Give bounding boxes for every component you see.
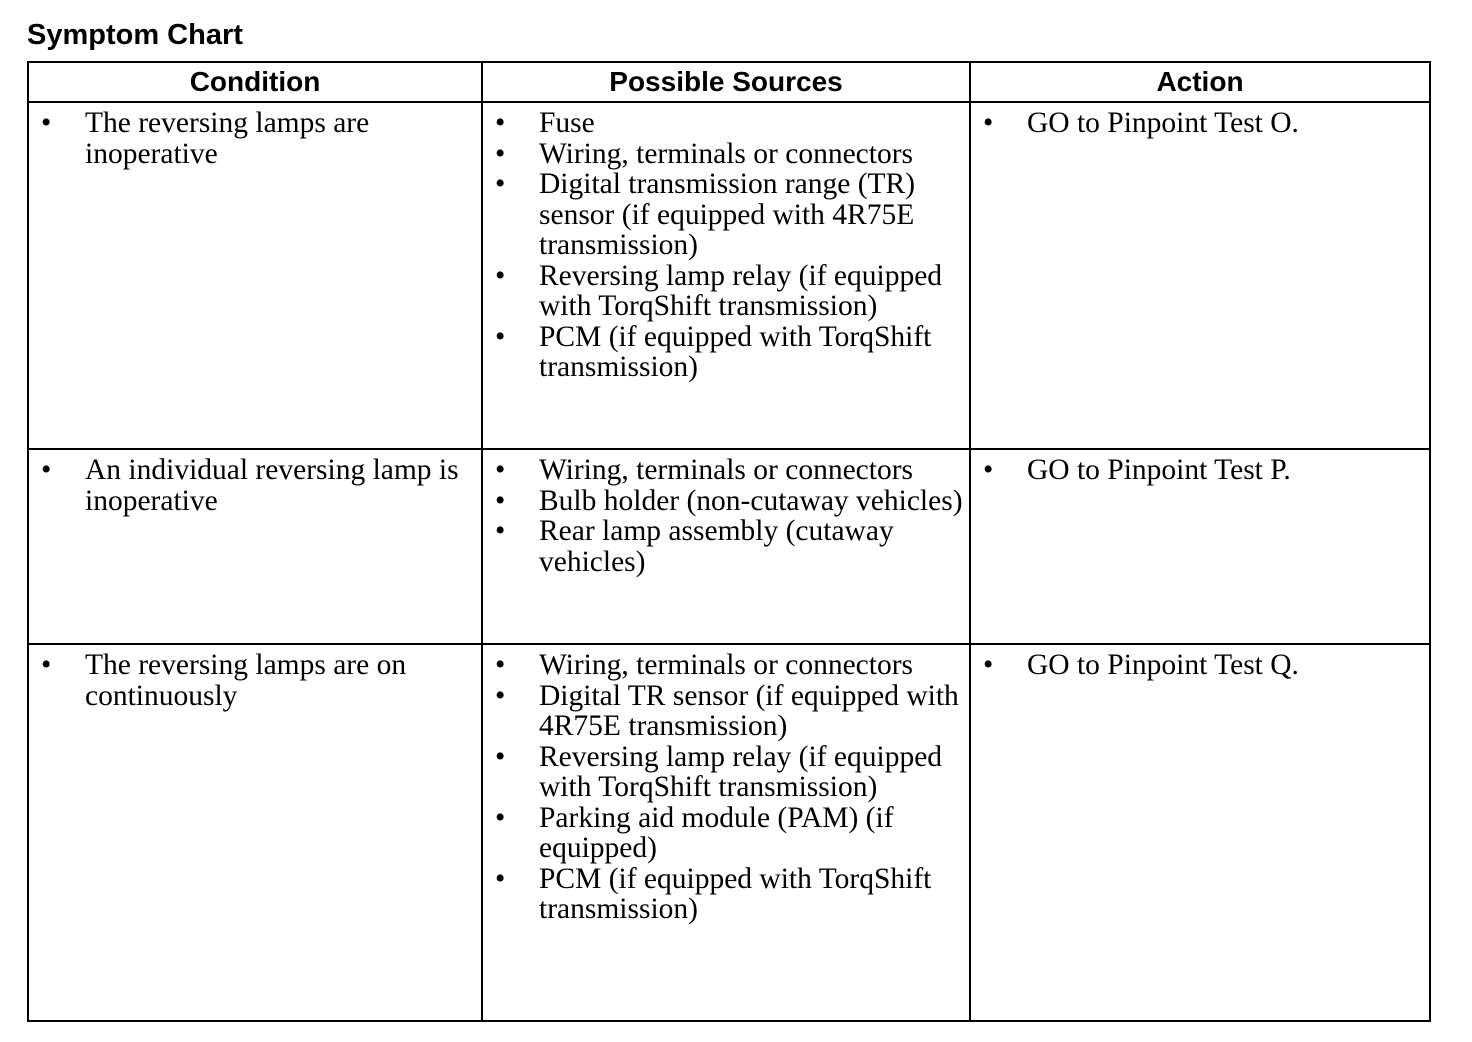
sources-list — [483, 650, 969, 925]
list-item: • Digital TR sensor (if equipped with 4R75E transmission) — [483, 681, 969, 742]
list-item: • GO to Pinpoint Test O. — [971, 108, 1429, 139]
table-row — [28, 644, 1430, 1021]
condition-list — [29, 650, 481, 711]
list-item: • The reversing lamps are on continuously — [29, 650, 481, 711]
list-item: • Reversing lamp relay (if equipped with TorqShift transmission) — [483, 261, 969, 322]
action-cell — [970, 644, 1430, 1021]
list-item: • Rear lamp assembly (cutaway vehicles) — [483, 516, 969, 577]
action-header: Action — [970, 62, 1430, 102]
list-item: • Parking aid module (PAM) (if equipped) — [483, 803, 969, 864]
table-row — [28, 449, 1430, 644]
condition-cell — [28, 644, 482, 1021]
list-item: • PCM (if equipped with TorqShift transmission) — [483, 322, 969, 383]
condition-list — [29, 455, 481, 516]
list-item: • GO to Pinpoint Test Q. — [971, 650, 1429, 681]
condition-cell — [28, 449, 482, 644]
possible-sources-header: Possible Sources — [482, 62, 970, 102]
action-list — [971, 108, 1429, 139]
possible-sources-cell — [482, 102, 970, 449]
header-row — [28, 62, 1430, 102]
condition-header: Condition — [28, 62, 482, 102]
action-list — [971, 650, 1429, 681]
list-item: • Fuse — [483, 108, 969, 139]
list-item: • Digital transmission range (TR) sensor (if equipped with 4R75E transmission) — [483, 169, 969, 261]
list-item: • Reversing lamp relay (if equipped with TorqShift transmission) — [483, 742, 969, 803]
list-item: • An individual reversing lamp is inoperative — [29, 455, 481, 516]
possible-sources-cell — [482, 644, 970, 1021]
condition-cell — [28, 102, 482, 449]
list-item: • Wiring, terminals or connectors — [483, 455, 969, 486]
sources-list — [483, 108, 969, 383]
condition-list — [29, 108, 481, 169]
sources-list — [483, 455, 969, 577]
action-list — [971, 455, 1429, 486]
list-item: • GO to Pinpoint Test P. — [971, 455, 1429, 486]
symptom-chart-table — [27, 61, 1431, 1022]
list-item: • Wiring, terminals or connectors — [483, 650, 969, 681]
list-item: • PCM (if equipped with TorqShift transmission) — [483, 864, 969, 925]
page-title: Symptom Chart — [27, 19, 243, 51]
possible-sources-cell — [482, 449, 970, 644]
action-cell — [970, 102, 1430, 449]
table-row — [28, 102, 1430, 449]
list-item: • Wiring, terminals or connectors — [483, 139, 969, 170]
list-item: • Bulb holder (non-cutaway vehicles) — [483, 486, 969, 517]
action-cell — [970, 449, 1430, 644]
list-item: • The reversing lamps are inoperative — [29, 108, 481, 169]
